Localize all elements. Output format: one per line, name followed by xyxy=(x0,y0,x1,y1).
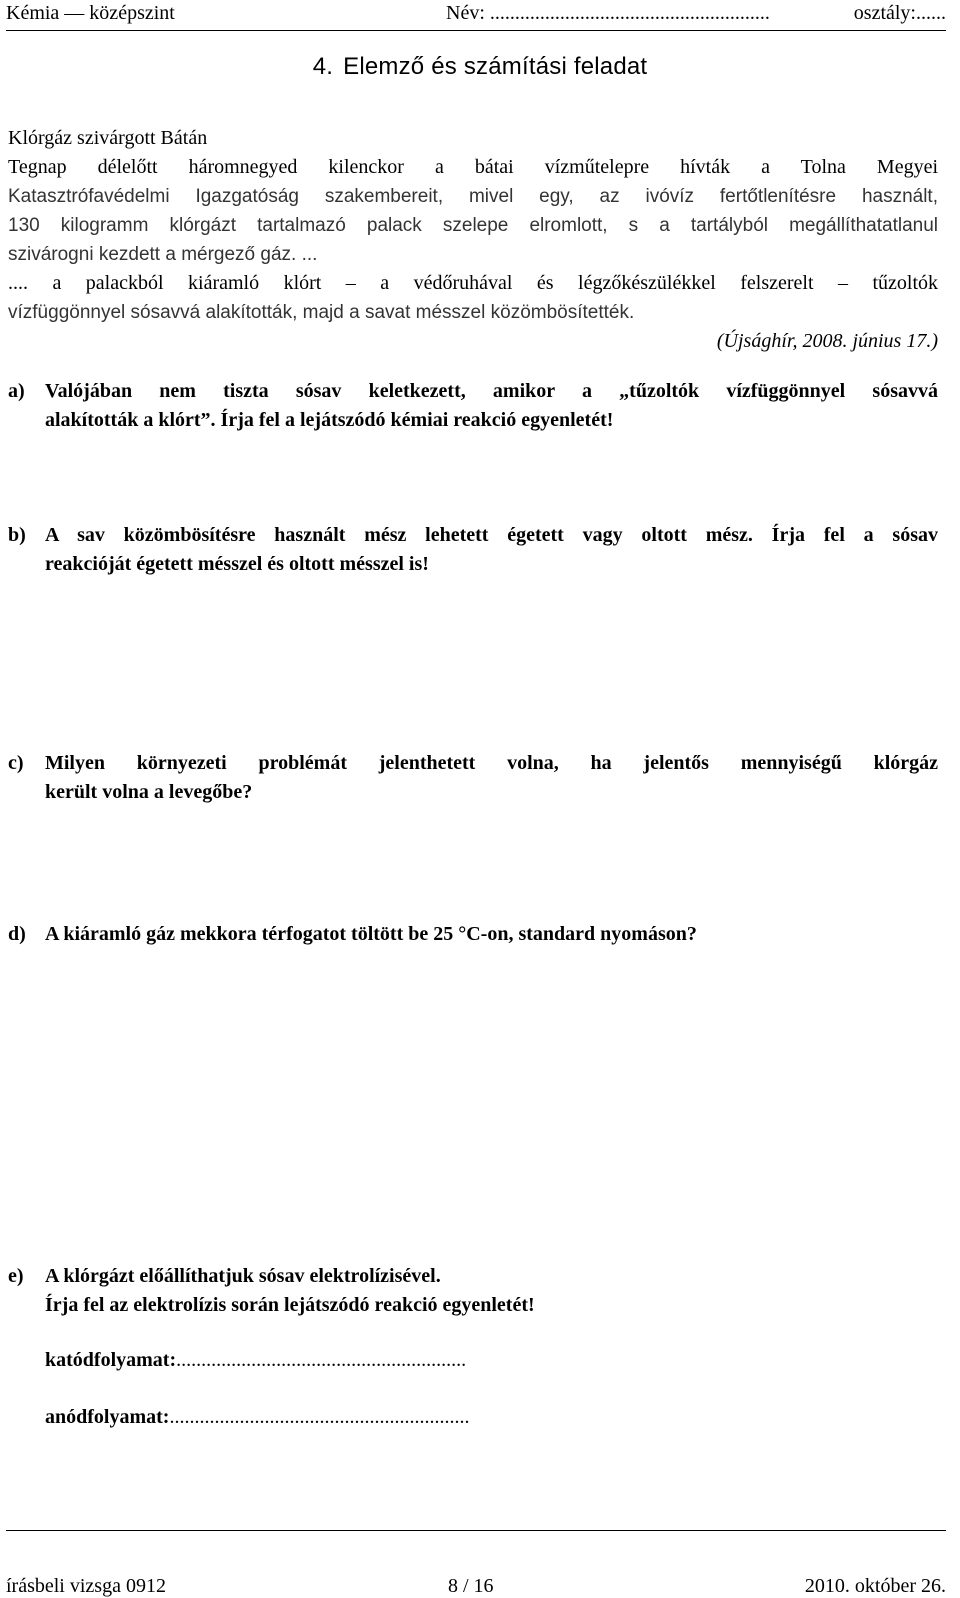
header-name-field: Név: ........................................................ xyxy=(446,2,770,24)
footer-date: 2010. október 26. xyxy=(804,1575,946,1597)
cathode-answer xyxy=(8,1346,938,1375)
page-footer xyxy=(6,1530,946,1597)
footer-page-number: 8 / 16 xyxy=(448,1575,494,1597)
question-text: A kiáramló gáz mekkora térfogatot töltött be 25 °C-on, standard nyomáson? xyxy=(45,923,697,945)
question-label: a) xyxy=(8,380,25,402)
article-line: Katasztrófavédelmi Igazgatóság szakembereit, mivel egy, az ivóvíz fertőtlenítésre használt, xyxy=(8,186,938,207)
question-e xyxy=(8,1262,938,1320)
cathode-answer-blank[interactable]: .......................................................... xyxy=(176,1349,467,1371)
question-b xyxy=(8,521,938,579)
footer-exam-code: írásbeli vizsga 0912 xyxy=(6,1575,166,1597)
anode-label: anódfolyamat: xyxy=(45,1406,170,1428)
question-label: c) xyxy=(8,752,24,774)
question-text: A sav közömbösítésre használt mész lehetett égetett vagy oltott mész. Írja fel a sósav xyxy=(45,524,938,546)
cathode-label: katódfolyamat: xyxy=(45,1349,177,1371)
question-text: alakították a klórt”. Írja fel a lejátszódó kémiai reakció egyenletét! xyxy=(45,409,614,431)
question-text: A klórgázt előállíthatjuk sósav elektrolízisével. xyxy=(45,1265,441,1287)
question-text: Írja fel az elektrolízis során lejátszódó reakció egyenletét! xyxy=(45,1294,535,1316)
article-line: vízfüggönnyel sósavvá alakították, majd a savat mésszel közömbösítették. xyxy=(8,302,635,323)
header-subject: Kémia — középszint xyxy=(6,2,175,24)
anode-answer-blank[interactable]: ............................................................ xyxy=(169,1406,470,1428)
question-label: d) xyxy=(8,923,26,945)
question-text: került volna a levegőbe? xyxy=(45,781,253,803)
task-title-text: Elemző és számítási feladat xyxy=(343,53,648,80)
article-source: (Újsághír, 2008. június 17.) xyxy=(716,330,938,352)
question-text: Valójában nem tiszta sósav keletkezett, amikor a „tűzoltók vízfüggönnyel sósavvá xyxy=(45,380,938,402)
task-number: 4. xyxy=(312,53,334,80)
article-line: szivárogni kezdett a mérgező gáz. ... xyxy=(8,244,318,265)
task-title xyxy=(0,53,960,81)
question-label: b) xyxy=(8,524,26,546)
anode-answer xyxy=(8,1403,938,1432)
article-line: .... a palackból kiáramló klórt – a védőruhával és légzőkészülékkel felszerelt – tűzoltók xyxy=(8,272,938,294)
article-headline: Klórgáz szivárgott Bátán xyxy=(8,127,208,149)
question-c xyxy=(8,749,938,807)
question-d xyxy=(8,920,938,949)
page-header xyxy=(6,2,946,31)
question-a xyxy=(8,377,938,435)
question-text: Milyen környezeti problémát jelenthetett volna, ha jelentős mennyiségű klórgáz xyxy=(45,752,938,774)
article-line: Tegnap délelőtt háromnegyed kilenckor a bátai vízműtelepre hívták a Tolna Megyei xyxy=(8,156,938,178)
question-label: e) xyxy=(8,1265,24,1287)
article-line: 130 kilogramm klórgázt tartalmazó palack szelepe elromlott, s a tartályból megállíthatatlanul xyxy=(8,215,938,236)
header-class-field: osztály:...... xyxy=(853,2,946,24)
intro-article xyxy=(8,124,938,356)
question-text: reakcióját égetett mésszel és oltott mésszel is! xyxy=(45,553,429,575)
